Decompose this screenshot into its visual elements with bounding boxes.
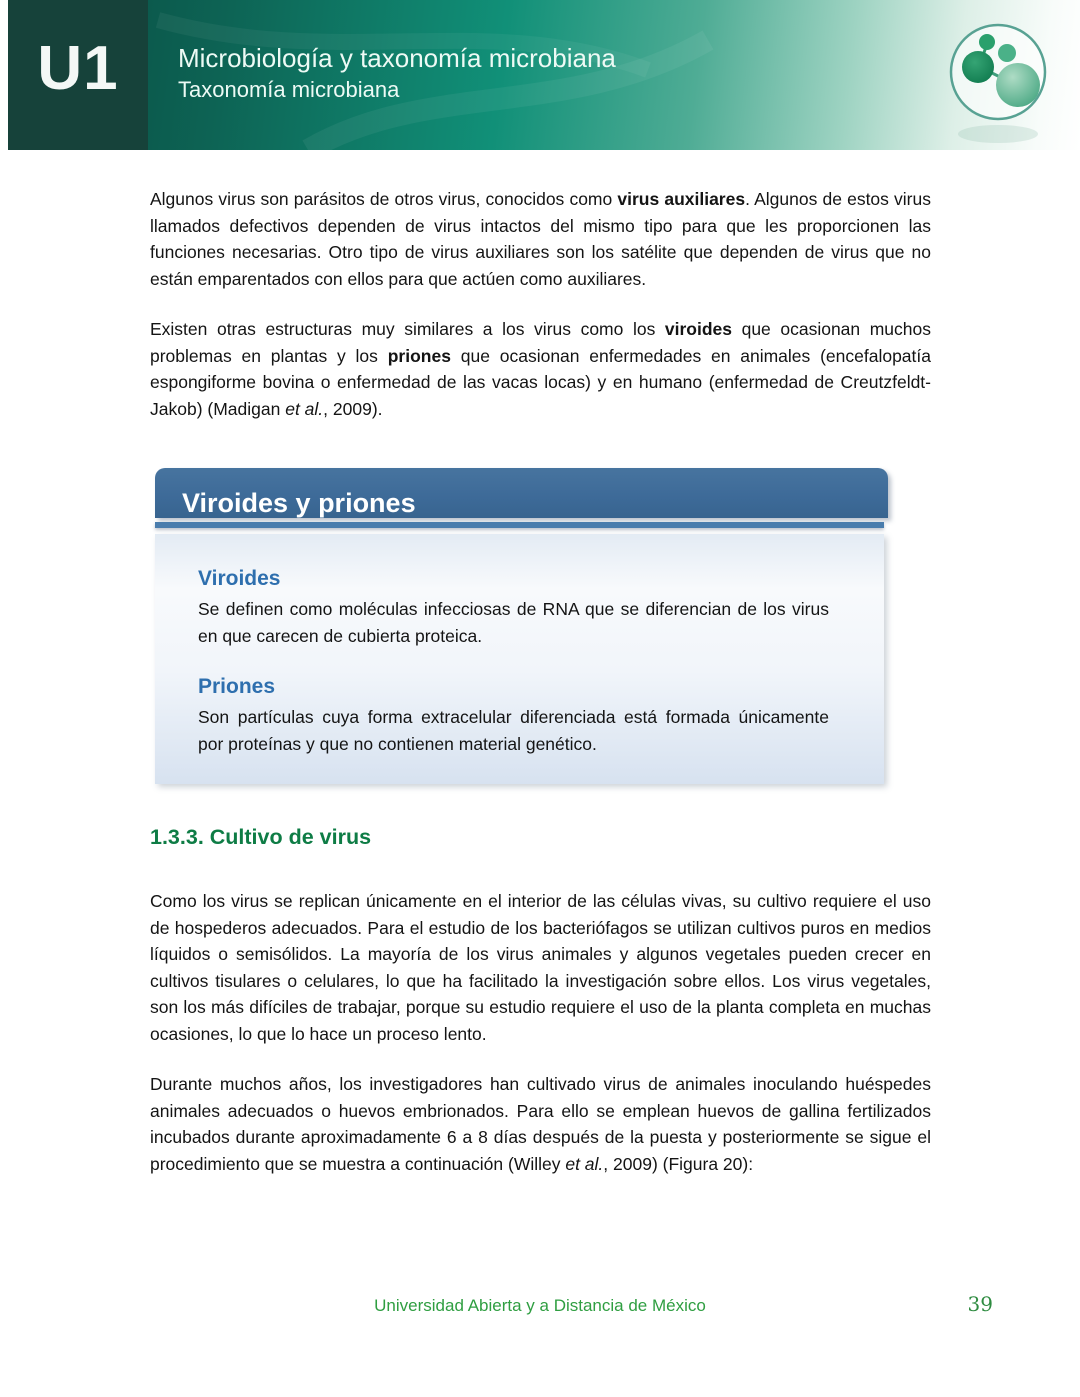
infobox-text-viroides: Se definen como moléculas infecciosas de RNA que se diferencian de los virus en que carecen de cubierta proteica. <box>198 599 829 646</box>
page-number: 39 <box>967 1292 993 1316</box>
page-header <box>8 0 1080 150</box>
unit-subtitle: Taxonomía microbiana <box>178 77 400 102</box>
molecule-logo-icon <box>932 8 1058 148</box>
unit-badge: U1 <box>8 0 148 150</box>
infobox-underline <box>155 522 884 528</box>
infobox-viroides-priones <box>155 468 888 784</box>
infobox-content <box>155 534 884 784</box>
section-heading-cultivo-de-virus: 1.3.3. Cultivo de virus <box>150 825 372 849</box>
footer-institution: Universidad Abierta y a Distancia de México <box>374 1296 706 1315</box>
header-titles <box>178 42 616 104</box>
paragraph-viroids-prions: Existen otras estructuras muy similares a los virus como los viroides que ocasionan muchos problemas en plantas y los priones que ocasionan enfermedades en animales (encefalopatía espongiforme bovina o enfermedad de las vacas locas) y en humano (enfermedad de Creutzfeldt-Jakob) (Madigan et al., 2009). <box>150 319 931 419</box>
paragraph-virus-culture: Como los virus se replican únicamente en el interior de las células vivas, su cultivo requiere el uso de hospederos adecuados. Para el estudio de los bacteriófagos se utilizan cultivos puros en medios líquidos o semisólidos. La mayoría de los virus animales y algunos vegetales pueden crecer en cultivos tisulares o celulares, lo que ha facilitado la investigación sobre ellos. Los virus vegetales, son los más difíciles de trabajar, porque su estudio requiere el uso de la planta completa en muchas ocasiones, lo que lo hace un proceso lento. <box>150 891 931 1044</box>
infobox-text-priones: Son partículas cuya forma extracelular diferenciada está formada únicamente por proteínas y que no contienen material genético. <box>198 707 829 754</box>
paragraph-embryonated-eggs: Durante muchos años, los investigadores han cultivado virus de animales inoculando huéspedes animales adecuados o huevos embrionados. Para ello se emplean huevos de gallina fertilizados incubados durante aproximadamente 6 a 8 días después de la puesta y posteriormente se sigue el procedimiento que se muestra a continuación (Willey et al., 2009) (Figura 20): <box>150 1074 931 1174</box>
infobox-title: Viroides y priones <box>155 468 888 518</box>
infobox-heading-priones: Priones <box>198 675 276 698</box>
infobox-section-viroides <box>198 566 829 650</box>
paragraph-helper-viruses: Algunos virus son parásitos de otros virus, conocidos como virus auxiliares. Algunos de estos virus llamados defectivos dependen de virus intactos del mismo tipo para que les proporcionen las funciones necesarias. Otro tipo de virus auxiliares son los satélite que dependen de virus que no están emparentados con ellos para que actúen como auxiliares. <box>150 189 931 289</box>
infobox-section-priones <box>198 674 829 758</box>
infobox-heading-viroides: Viroides <box>198 567 281 590</box>
course-title: Microbiología y taxonomía microbiana <box>178 43 616 73</box>
